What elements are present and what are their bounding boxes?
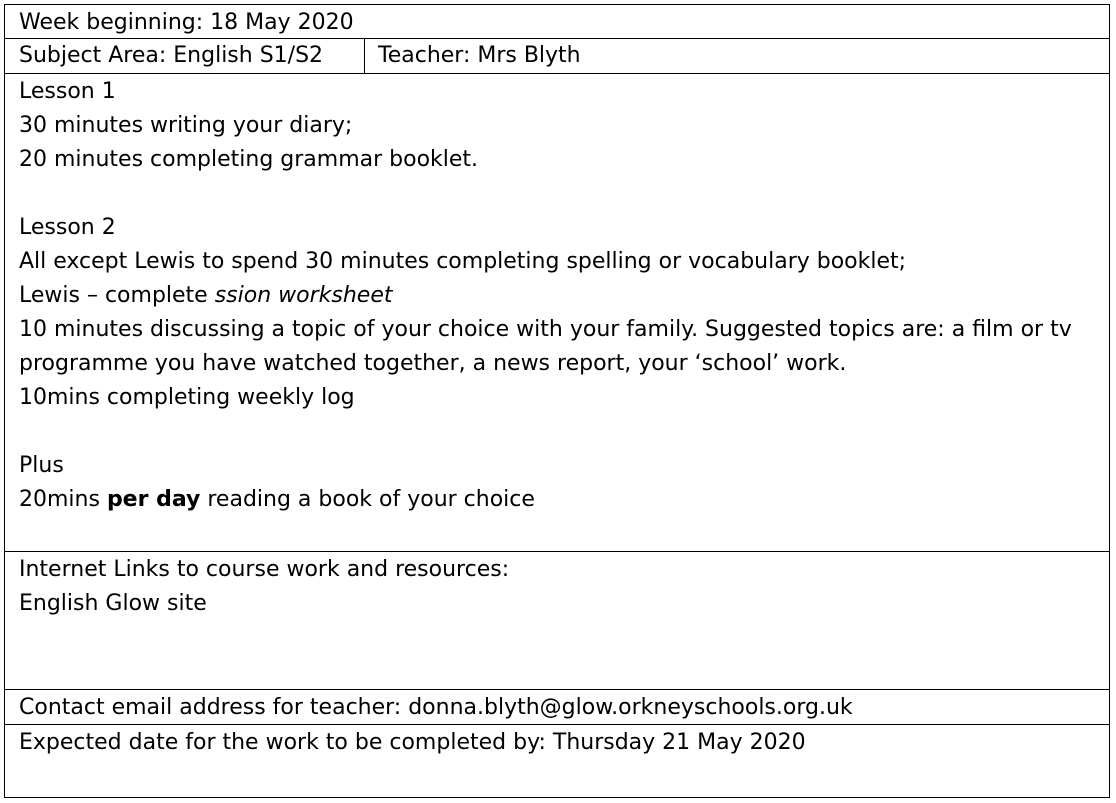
lesson1-item-grammar: 20 minutes completing grammar booklet. — [19, 147, 479, 172]
lesson1-title: Lesson 1 — [19, 79, 116, 104]
due-date: Expected date for the work to be completed by: Thursday 21 May 2020 — [19, 730, 806, 755]
week-beginning: Week beginning: 18 May 2020 — [19, 10, 354, 35]
contact-row — [5, 690, 1109, 725]
tasks-row — [5, 74, 1109, 552]
reading-prefix: 20mins — [19, 487, 107, 512]
english-glow-site-link[interactable]: English Glow site — [19, 591, 207, 616]
teacher-name: Teacher: Mrs Blyth — [378, 43, 581, 68]
daily-reading — [19, 483, 1109, 517]
lesson2-item-discussion-line2: programme you have watched together, a news report, your ‘school’ work. — [19, 351, 847, 376]
lesson1-item-diary: 30 minutes writing your diary; — [19, 113, 353, 138]
lesson2-item-discussion-line1: 10 minutes discussing a topic of your choice with your family. Suggested topics are: a film or tv — [19, 317, 1072, 342]
links-label: Internet Links to course work and resources: — [19, 557, 510, 582]
lewis-task-worksheet: ssion worksheet — [214, 283, 393, 308]
lesson2-item-weekly-log: 10mins completing weekly log — [19, 385, 355, 410]
spacer — [19, 177, 1109, 211]
lesson2-title: Lesson 2 — [19, 215, 116, 240]
spacer — [19, 415, 1109, 449]
teacher-email: Contact email address for teacher: donna.blyth@glow.orkneyschools.org.uk — [19, 695, 853, 720]
subject-area: Subject Area: English S1/S2 — [5, 39, 365, 73]
week-row — [5, 5, 1109, 39]
reading-suffix: reading a book of your choice — [200, 487, 535, 512]
plus-title: Plus — [19, 453, 64, 478]
reading-emphasis: per day — [106, 487, 201, 512]
subject-teacher-row — [5, 39, 1109, 74]
links-row — [5, 552, 1109, 690]
lesson2-item-spelling: All except Lewis to spend 30 minutes completing spelling or vocabulary booklet; — [19, 249, 907, 274]
lewis-task-prefix: Lewis – complete — [19, 283, 215, 308]
due-date-row — [5, 725, 1109, 797]
lesson2-item-lewis — [19, 279, 1109, 313]
homework-plan-table — [4, 4, 1110, 798]
